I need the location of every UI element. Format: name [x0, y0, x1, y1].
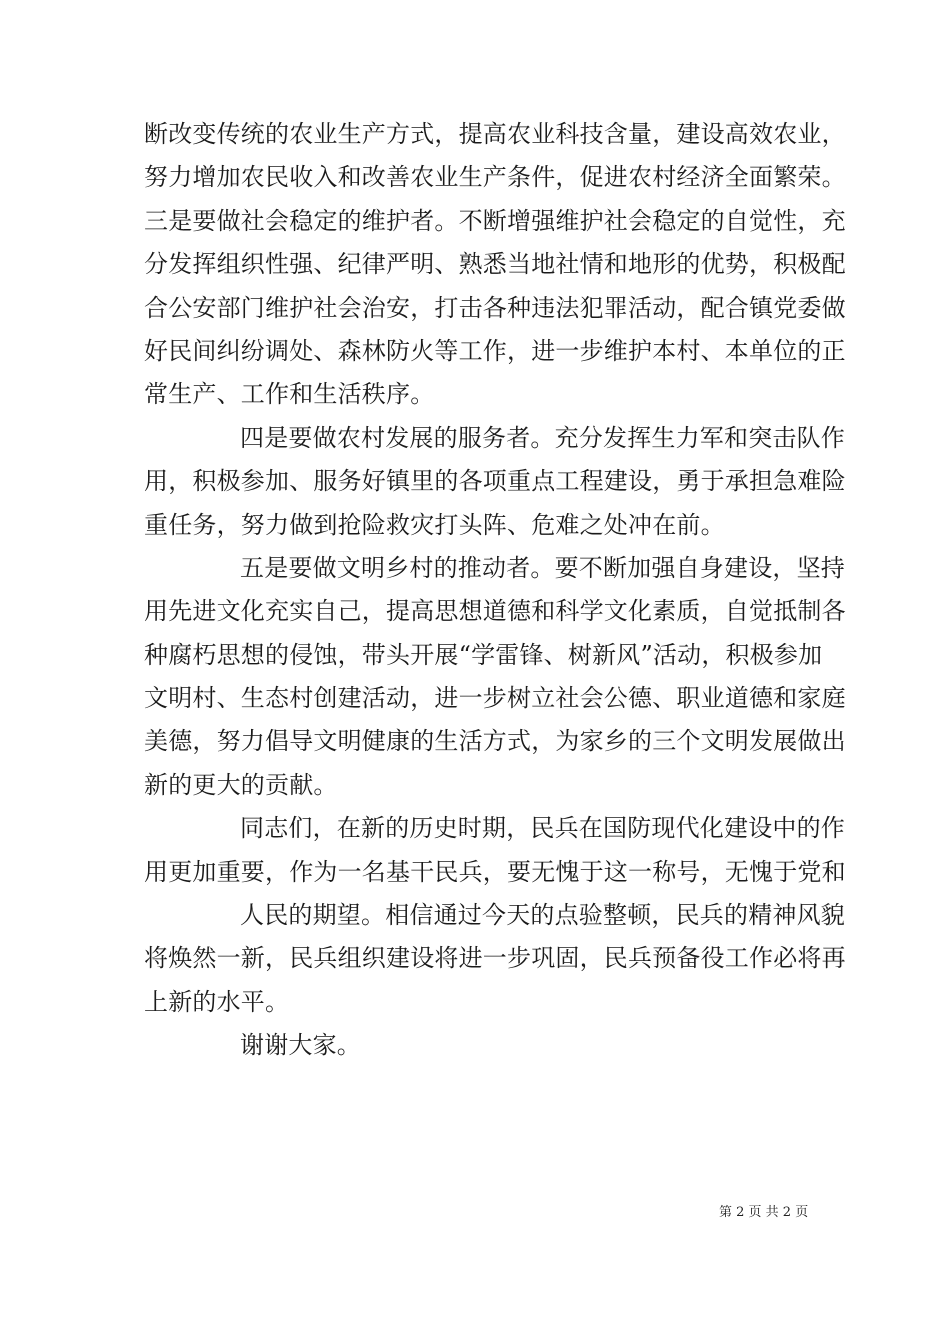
page-number-footer: 第 2 页 共 2 页: [719, 1205, 809, 1220]
text-line: 美德，努力倡导文明健康的生活方式，为家乡的三个文明发展做出: [144, 727, 846, 756]
text-line: 用，积极参加、服务好镇里的各项重点工程建设，勇于承担急难险: [144, 467, 846, 496]
body-text: [144, 113, 846, 1068]
text-line: 断改变传统的农业生产方式，提高农业科技含量，建设高效农业，: [144, 120, 846, 148]
paragraph-start-line: 人民的期望。相信通过今天的点验整顿，民兵的精神风貌: [240, 901, 845, 930]
text-line: 好民间纠纷调处、森林防火等工作，进一步维护本村、本单位的正: [144, 336, 846, 365]
paragraph-start-line: 谢谢大家。: [240, 1031, 361, 1060]
text-line: 将焕然一新，民兵组织建设将进一步巩固，民兵预备役工作必将再: [144, 944, 846, 973]
text-line: 文明村、生态村创建活动，进一步树立社会公德、职业道德和家庭: [144, 684, 846, 713]
text-line: 常生产、工作和生活秩序。: [144, 380, 435, 409]
text-line: 用更加重要，作为一名基干民兵，要无愧于这一称号，无愧于党和: [144, 857, 846, 886]
text-line: 上新的水平。: [144, 987, 290, 1016]
text-line: 努力增加农民收入和改善农业生产条件，促进农村经济全面繁荣。: [144, 163, 846, 192]
paragraph-start-line: 四是要做农村发展的服务者。充分发挥生力军和突击队作: [240, 423, 845, 452]
text-line: 三是要做社会稳定的维护者。不断增强维护社会稳定的自觉性，充: [144, 206, 846, 235]
text-line: 合公安部门维护社会治安，打击各种违法犯罪活动，配合镇党委做: [144, 293, 846, 322]
text-line: 重任务，努力做到抢险救灾打头阵、危难之处冲在前。: [144, 510, 725, 539]
text-line: 新的更大的贡献。: [144, 770, 338, 799]
paragraph-start-line: 同志们，在新的历史时期，民兵在国防现代化建设中的作: [240, 814, 845, 843]
text-line: 用先进文化充实自己，提高思想道德和科学文化素质，自觉抵制各: [144, 597, 846, 626]
paragraph-start-line: 五是要做文明乡村的推动者。要不断加强自身建设，坚持: [240, 553, 845, 582]
text-line: 种腐朽思想的侵蚀，带头开展“学雷锋、树新风”活动，积极参加: [144, 640, 823, 669]
text-line: 分发挥组织性强、纪律严明、熟悉当地社情和地形的优势，积极配: [144, 250, 846, 279]
